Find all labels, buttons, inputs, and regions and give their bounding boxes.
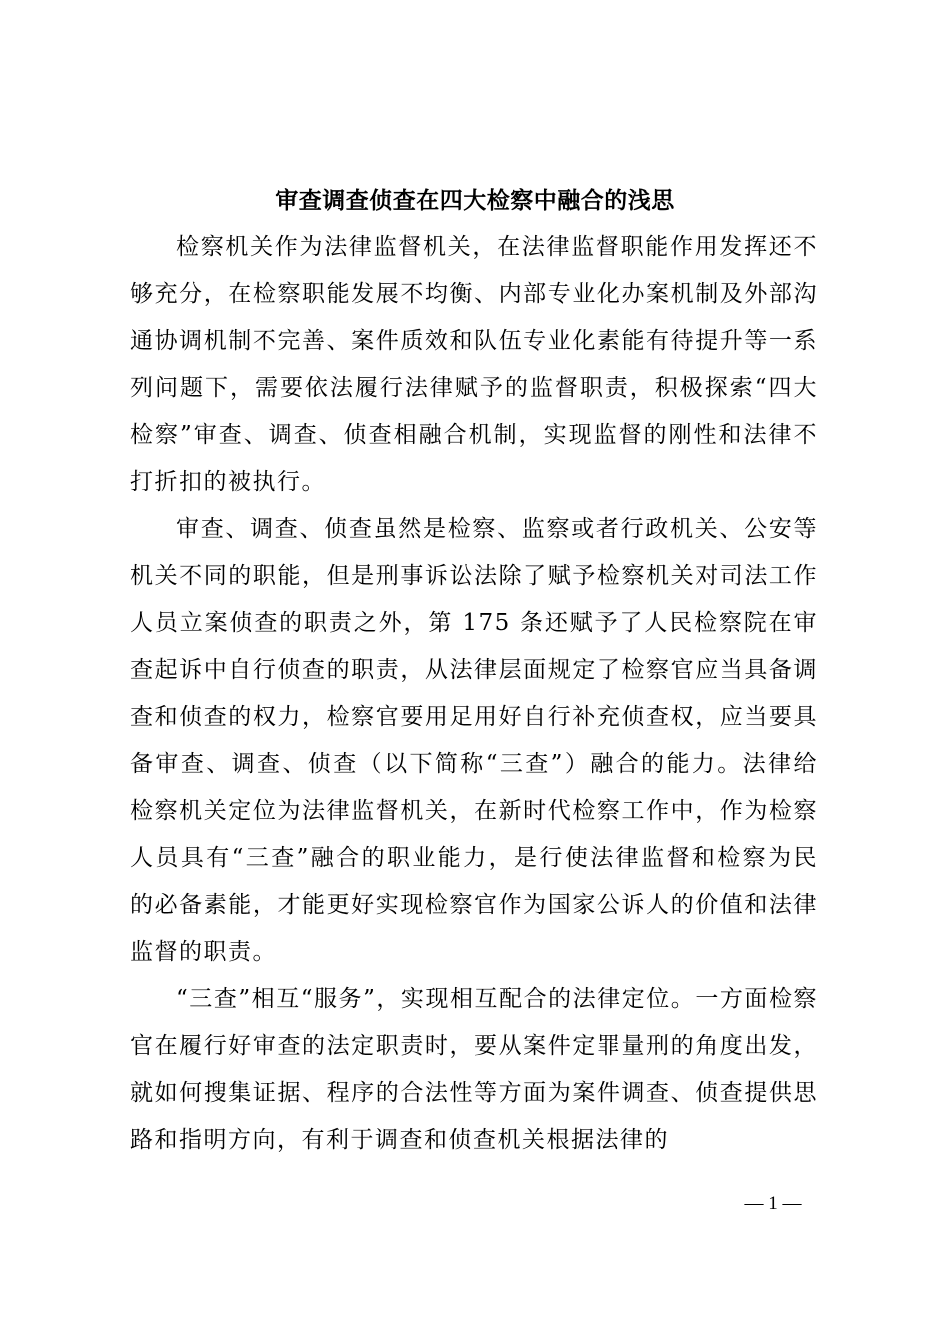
page-number: — 1 — (744, 1193, 802, 1214)
paragraph-2: 审查、调查、侦查虽然是检察、监察或者行政机关、公安等机关不同的职能，但是刑事诉讼法除了赋予检察机关对司法工作人员立案侦查的职责之外，第 175 条还赋予了人民检察院在审查起诉中自行侦查的职责，从法律层面规定了检察官应当具备调查和侦查的权力，检察官要用足用好自行补充侦查权，应当要具备审查、调查、侦查（以下简称“三查”）融合的能力。法律给检察机关定位为法律监督机关，在新时代检察工作中，作为检察人员具有“三查”融合的职业能力，是行使法律监督和检察为民的必备素能，才能更好实现检察官作为国家公诉人的价值和法律监督的职责。 (130, 516, 818, 965)
paragraph-1: 检察机关作为法律监督机关，在法律监督职能作用发挥还不够充分，在检察职能发展不均衡、内部专业化办案机制及外部沟通协调机制不完善、案件质效和队伍专业化素能有待提升等一系列问题下，需要依法履行法律赋予的监督职责，积极探索“四大检察”审查、调查、侦查相融合机制，实现监督的刚性和法律不打折扣的被执行。 (130, 234, 818, 495)
document-title: 审查调查侦查在四大检察中融合的浅思 (275, 187, 675, 214)
paragraph-3: “三查”相互“服务”，实现相互配合的法律定位。一方面检察官在履行好审查的法定职责时，要从案件定罪量刑的角度出发，就如何搜集证据、程序的合法性等方面为案件调查、侦查提供思路和指明方向，有利于调查和侦查机关根据法律的 (130, 986, 818, 1153)
document-body (130, 224, 818, 1164)
